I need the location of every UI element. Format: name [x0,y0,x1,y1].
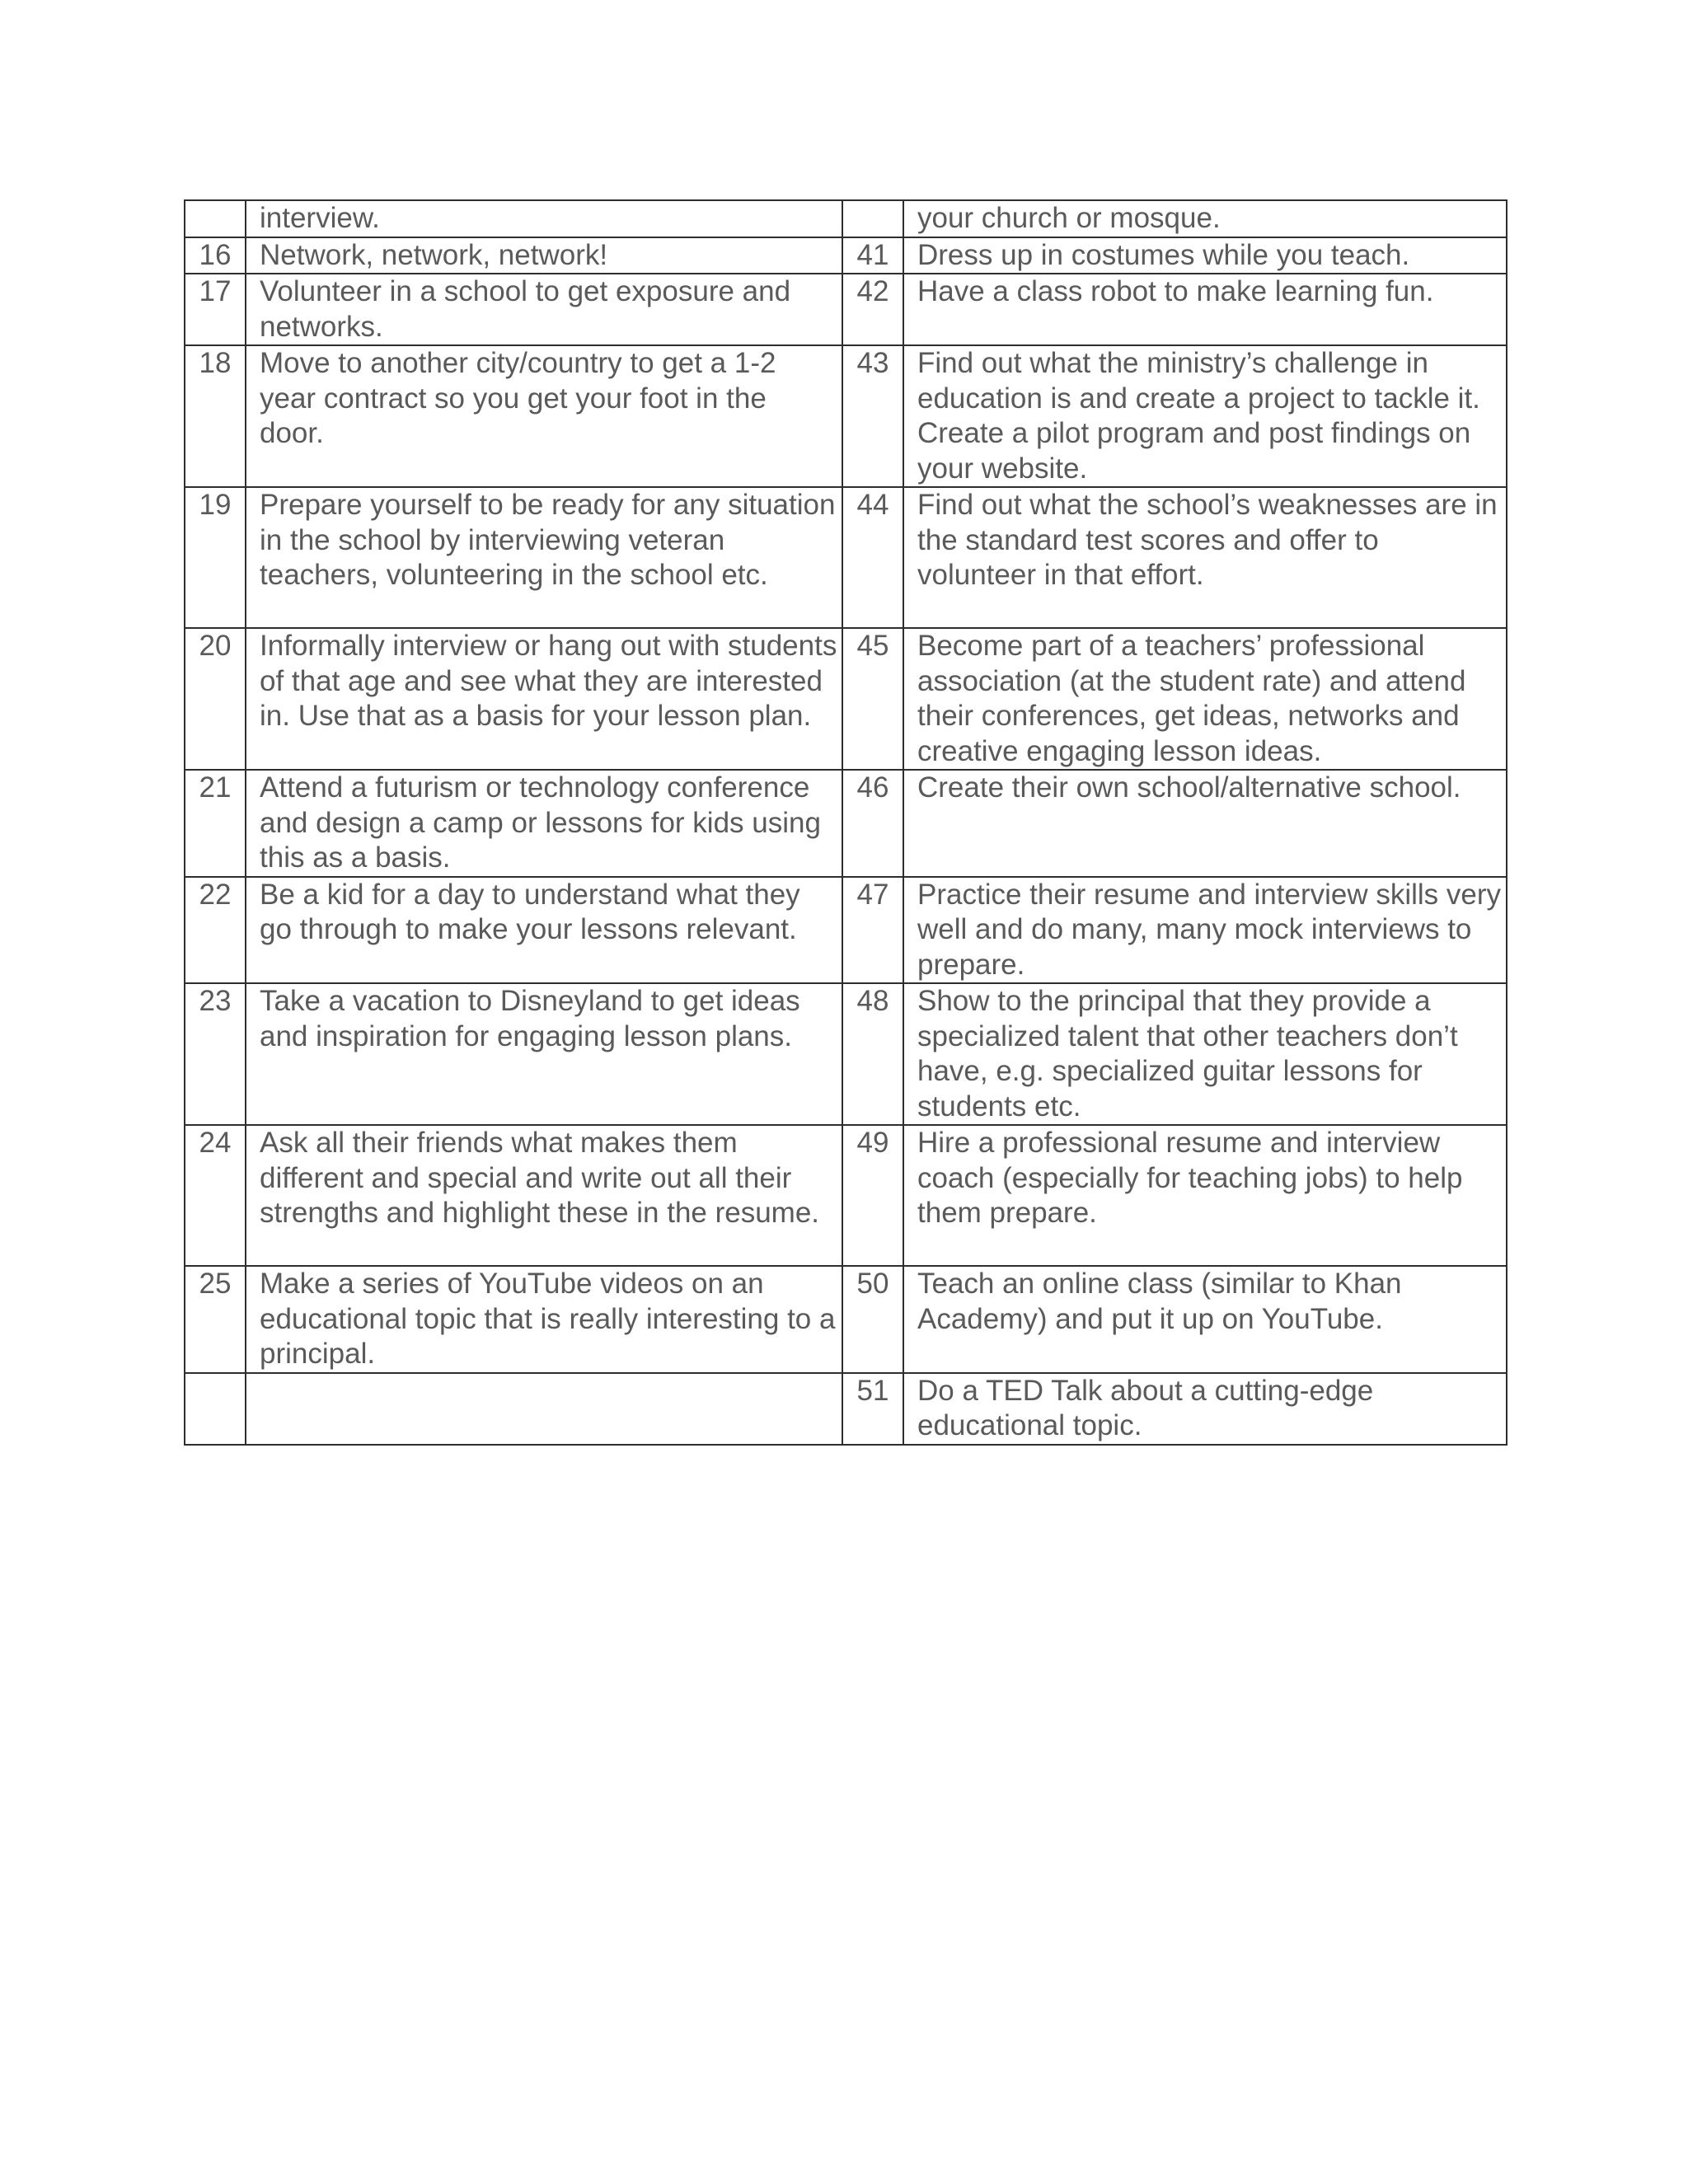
left-item-text: Volunteer in a school to get exposure and networks. [246,274,842,345]
right-item-number: 48 [842,983,903,1125]
left-item-number: 16 [185,237,246,274]
right-item-number: 43 [842,345,903,487]
left-item-number [185,200,246,237]
right-item-text: Have a class robot to make learning fun. [903,274,1507,345]
table-row [185,877,1507,984]
right-item-text: Find out what the school’s weaknesses are in the standard test scores and offer to volunteer in that effort. [903,487,1507,628]
left-item-number: 17 [185,274,246,345]
right-item-number: 41 [842,237,903,274]
right-item-number: 46 [842,770,903,877]
table-row [185,1125,1507,1266]
left-item-number: 23 [185,983,246,1125]
right-item-number: 47 [842,877,903,984]
right-item-text: Dress up in costumes while you teach. [903,237,1507,274]
left-item-text: Ask all their friends what makes them different and special and write out all their strengths and highlight these in the resume. [246,1125,842,1266]
left-item-number: 19 [185,487,246,628]
right-item-text: Teach an online class (similar to Khan Academy) and put it up on YouTube. [903,1266,1507,1373]
left-item-text: Move to another city/country to get a 1-2 year contract so you get your foot in the door. [246,345,842,487]
table-row [185,628,1507,770]
left-item-number: 22 [185,877,246,984]
right-item-text: Find out what the ministry’s challenge in education is and create a project to tackle it. Create a pilot program and post findings on your website. [903,345,1507,487]
right-item-number: 51 [842,1373,903,1445]
left-item-number [185,1373,246,1445]
table-row [185,1266,1507,1373]
right-item-text: your church or mosque. [903,200,1507,237]
right-item-number: 42 [842,274,903,345]
right-item-text: Hire a professional resume and interview coach (especially for teaching jobs) to help them prepare. [903,1125,1507,1266]
left-item-text: Informally interview or hang out with students of that age and see what they are interested in. Use that as a basis for your lesson plan. [246,628,842,770]
left-item-text: Be a kid for a day to understand what they go through to make your lessons relevant. [246,877,842,984]
left-item-text: interview. [246,200,842,237]
right-item-number: 50 [842,1266,903,1373]
right-item-number: 49 [842,1125,903,1266]
table-row [185,200,1507,237]
table-row [185,345,1507,487]
table-row [185,983,1507,1125]
right-item-number: 44 [842,487,903,628]
left-item-text: Network, network, network! [246,237,842,274]
right-item-text: Become part of a teachers’ professional association (at the student rate) and attend their conferences, get ideas, networks and creative engaging lesson ideas. [903,628,1507,770]
right-item-text: Create their own school/alternative school. [903,770,1507,877]
left-item-text [246,1373,842,1445]
table-row [185,274,1507,345]
right-item-text: Practice their resume and interview skills very well and do many, many mock interviews to prepare. [903,877,1507,984]
left-item-text: Take a vacation to Disneyland to get ideas and inspiration for engaging lesson plans. [246,983,842,1125]
table-row [185,237,1507,274]
right-item-text: Show to the principal that they provide a specialized talent that other teachers don’t have, e.g. specialized guitar lessons for students etc. [903,983,1507,1125]
left-item-text: Prepare yourself to be ready for any situation in the school by interviewing veteran teachers, volunteering in the school etc. [246,487,842,628]
right-item-number: 45 [842,628,903,770]
left-item-number: 21 [185,770,246,877]
right-item-text: Do a TED Talk about a cutting-edge educational topic. [903,1373,1507,1445]
right-item-number [842,200,903,237]
table-row [185,1373,1507,1445]
left-item-number: 25 [185,1266,246,1373]
left-item-number: 20 [185,628,246,770]
left-item-text: Attend a futurism or technology conference and design a camp or lessons for kids using this as a basis. [246,770,842,877]
left-item-number: 18 [185,345,246,487]
left-item-number: 24 [185,1125,246,1266]
table-row [185,770,1507,877]
left-item-text: Make a series of YouTube videos on an educational topic that is really interesting to a principal. [246,1266,842,1373]
table-row [185,487,1507,628]
tips-table [184,199,1507,1446]
